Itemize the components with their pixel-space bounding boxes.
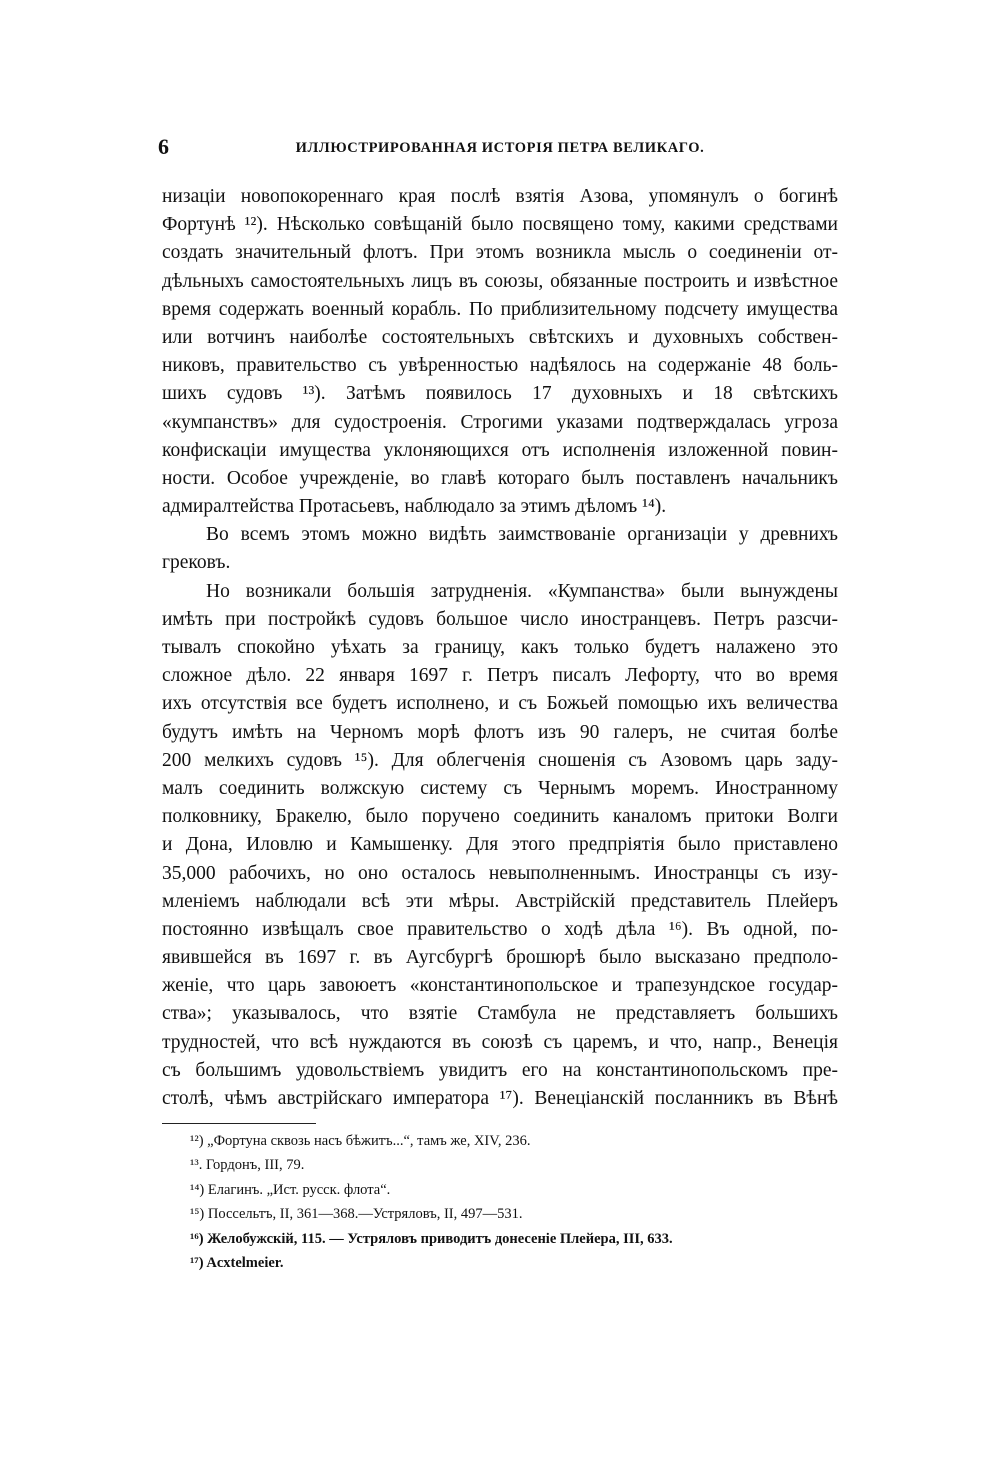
body-text <box>162 183 838 1113</box>
page-number: 6 <box>158 134 169 159</box>
footnote: ¹⁶) Желобужскій, 115. — Устряловъ приводитъ донесеніе Плейера, III, 633. <box>190 1230 673 1247</box>
text-line: создать значительный флотъ. При этомъ возникла мысль о соединеніи от- <box>162 242 838 264</box>
footnote: ¹⁴) Елагинъ. „Ист. русск. флота“. <box>190 1181 391 1198</box>
text-line: тывалъ спокойно уѣхать за границу, какъ только будетъ налажено это <box>162 637 838 658</box>
text-line: явившейся въ 1697 г. въ Аугсбургѣ брошюрѣ было высказано предполо- <box>162 947 838 969</box>
footnote: ¹²) „Фортуна сквозь насъ бѣжитъ...“, тамъ же, XIV, 236. <box>190 1133 531 1149</box>
footnotes <box>190 1129 850 1275</box>
text-line: дѣльныхъ самостоятельныхъ лицъ въ союзы, обязанные построить и извѣстное <box>162 270 838 292</box>
paragraph <box>162 183 838 521</box>
text-line: время содержать военный корабль. По приблизительному подсчету имущества <box>162 298 838 320</box>
text-line: и Дона, Иловлю и Камышенку. Для этого предпріятія было приставлено <box>162 834 838 856</box>
text-line: съ большимъ удовольствіемъ увидитъ его на константинопольскомъ пре- <box>162 1059 838 1081</box>
paragraph <box>162 521 838 577</box>
text-line: шихъ судовъ ¹³). Затѣмъ появилось 17 духовныхъ и 18 свѣтскихъ <box>162 383 838 405</box>
text-line: женіе, что царь завоюетъ «константинопольское и трапезундское государ- <box>162 975 838 997</box>
text-line: Фортунѣ ¹²). Нѣсколько совѣщаній было посвящено тому, какими средствами <box>162 214 838 236</box>
text-line: полковнику, Бракелю, было поручено соединить каналомъ притоки Волги <box>162 806 838 828</box>
text-line: Но возникали большія затрудненія. «Кумпанства» были вынуждены <box>206 580 838 602</box>
footnote: ¹⁷) Acxtelmeier. <box>190 1254 284 1271</box>
text-line: ства»; указывалось, что взятіе Стамбула не представляетъ большихъ <box>162 1003 838 1025</box>
text-line: низаціи новопокореннаго края послѣ взятія Азова, упомянулъ о богинѣ <box>162 186 838 207</box>
text-line: 200 мелкихъ судовъ ¹⁵). Для облегченія сношенія съ Азовомъ царь заду- <box>162 749 838 771</box>
text-line: столѣ, чѣмъ австрійскаго императора ¹⁷). Венеціанскій посланникъ въ Вѣнѣ <box>162 1088 838 1109</box>
text-line: конфискаціи имущества уклоняющихся отъ исполненія изложенной повин- <box>162 439 838 461</box>
text-line: сложное дѣло. 22 января 1697 г. Петръ писалъ Лефорту, что во время <box>162 665 838 687</box>
paragraph <box>162 578 838 1114</box>
text-line: имѣть при постройкѣ судовъ большое число иностранцевъ. Петръ разсчи- <box>162 608 838 630</box>
text-line: мленіемъ наблюдали всѣ эти мѣры. Австрійскій представитель Плейеръ <box>162 890 838 912</box>
text-line: постоянно извѣщалъ свое правительство о ходѣ дѣла ¹⁶). Въ одной, по- <box>162 918 838 940</box>
text-line: Во всемъ этомъ можно видѣть заимствованіе организаціи у древнихъ <box>206 524 838 546</box>
footnote-rule <box>162 1123 316 1124</box>
text-line: или вотчинъ наиболѣе состоятельныхъ свѣтскихъ и духовныхъ собствен- <box>162 326 838 348</box>
text-line: 35,000 рабочихъ, но оно осталось невыполненнымъ. Иностранцы съ изу- <box>162 862 838 884</box>
text-line: грековъ. <box>162 552 231 574</box>
text-line: ности. Особое учрежденіе, во главѣ котораго былъ поставленъ начальникъ <box>162 467 838 489</box>
text-line: адмиралтейства Протасьевъ, наблюдало за этимъ дѣломъ ¹⁴). <box>162 496 667 518</box>
text-line: трудностей, что всѣ нуждаются въ союзѣ съ царемъ, и что, напр., Венеція <box>162 1031 838 1053</box>
text-line: ихъ отсутствія все будетъ исполнено, и съ Божьей помощью ихъ величества <box>162 693 838 715</box>
text-line: никовъ, правительство съ увѣренностью надѣялось на содержаніе 48 боль- <box>162 355 838 377</box>
footnote: ¹³. Гордонъ, III, 79. <box>190 1157 305 1174</box>
text-line: будутъ имѣть на Черномъ морѣ флотъ изъ 90 галеръ, не считая болѣе <box>162 721 838 743</box>
footnote: ¹⁵) Поссельтъ, II, 361—368.—Устряловъ, II, 497—531. <box>190 1206 523 1223</box>
text-line: «кумпанствъ» для судостроенія. Строгими указами подтверждалась угроза <box>162 411 838 433</box>
running-title: ИЛЛЮСТРИРОВАННАЯ ИСТОРІЯ ПЕТРА ВЕЛИКАГО. <box>295 140 705 156</box>
text-line: малъ соединить волжскую систему съ Чернымъ моремъ. Иностранному <box>162 777 838 799</box>
